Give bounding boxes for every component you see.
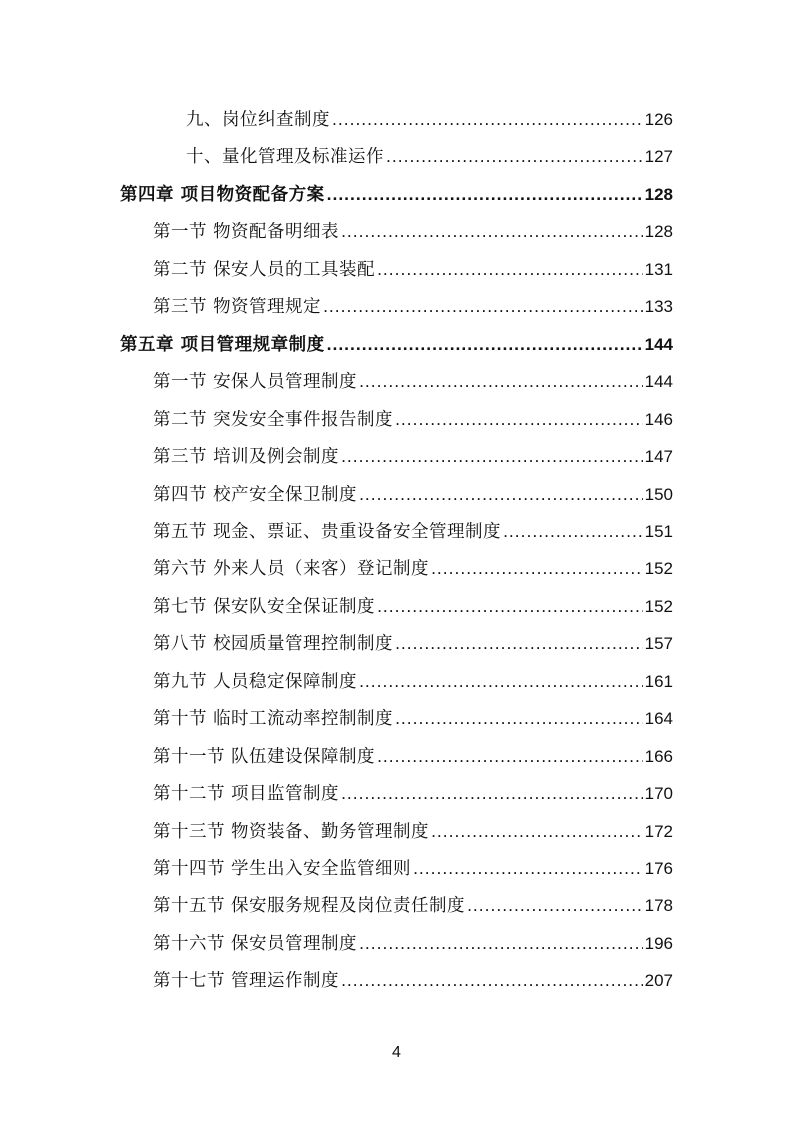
toc-entry-page: 128 bbox=[644, 184, 673, 204]
toc-entry-page: 144 bbox=[644, 372, 673, 392]
toc-section-entry[interactable] bbox=[153, 887, 673, 924]
toc-entry-title: 第十节 临时工流动率控制制度 bbox=[153, 709, 394, 730]
toc-section-entry[interactable] bbox=[153, 663, 673, 700]
toc-entry-page: 157 bbox=[644, 634, 673, 654]
dot-leader bbox=[327, 326, 643, 363]
dot-leader bbox=[395, 625, 643, 662]
toc-section-entry[interactable] bbox=[186, 138, 673, 175]
dot-leader bbox=[327, 176, 643, 213]
toc-entry-title: 第二节 保安人员的工具装配 bbox=[153, 259, 376, 280]
toc-entry-title: 十、量化管理及标准运作 bbox=[186, 147, 384, 168]
toc-entry-page: 146 bbox=[644, 409, 673, 429]
dot-leader bbox=[341, 775, 643, 812]
toc-entry-page: 147 bbox=[644, 447, 673, 467]
toc-entry-title: 第十一节 队伍建设保障制度 bbox=[153, 746, 376, 767]
toc-section-entry[interactable] bbox=[153, 775, 673, 812]
toc-entry-page: 150 bbox=[644, 484, 673, 504]
dot-leader bbox=[431, 550, 643, 587]
toc-entry-title: 第十三节 物资装备、勤务管理制度 bbox=[153, 821, 430, 842]
toc-entry-page: 164 bbox=[644, 709, 673, 729]
toc-chapter-entry[interactable] bbox=[120, 176, 673, 213]
toc-section-entry[interactable] bbox=[153, 738, 673, 775]
toc-entry-page: 144 bbox=[644, 334, 673, 354]
toc-entry-page: 178 bbox=[644, 896, 673, 916]
dot-leader bbox=[341, 438, 643, 475]
toc-entry-page: 126 bbox=[644, 110, 673, 129]
toc-entry-title: 第三节 培训及例会制度 bbox=[153, 447, 340, 468]
toc-section-entry[interactable] bbox=[153, 850, 673, 887]
dot-leader bbox=[341, 962, 643, 999]
dot-leader bbox=[467, 887, 643, 924]
toc-section-entry[interactable] bbox=[153, 550, 673, 587]
toc-section-entry[interactable] bbox=[153, 625, 673, 662]
toc-section-entry[interactable] bbox=[153, 925, 673, 962]
toc-entry-title: 第四节 校产安全保卫制度 bbox=[153, 484, 358, 505]
toc-entry-page: 172 bbox=[644, 821, 673, 841]
toc-entry-title: 第十六节 保安员管理制度 bbox=[153, 933, 358, 954]
toc-section-entry[interactable] bbox=[153, 962, 673, 999]
toc-entry-page: 131 bbox=[644, 259, 673, 279]
dot-leader bbox=[395, 700, 643, 737]
dot-leader bbox=[377, 738, 643, 775]
dot-leader bbox=[323, 288, 643, 325]
toc-entry-page: 161 bbox=[644, 671, 673, 691]
toc-chapter-entry[interactable] bbox=[120, 326, 673, 363]
dot-leader bbox=[359, 476, 643, 513]
toc-entry-title: 第五章 项目管理规章制度 bbox=[120, 334, 325, 355]
toc-entry-title: 第十二节 项目监管制度 bbox=[153, 784, 340, 805]
toc-entry-title: 第十四节 学生出入安全监管细则 bbox=[153, 859, 412, 879]
toc-entry-page: 166 bbox=[644, 746, 673, 766]
toc-entry-page: 207 bbox=[644, 971, 673, 991]
toc-entry-title: 九、岗位纠查制度 bbox=[186, 110, 330, 130]
dot-leader bbox=[377, 588, 643, 625]
toc-entry-page: 152 bbox=[644, 559, 673, 579]
toc-section-entry[interactable] bbox=[153, 476, 673, 513]
dot-leader bbox=[341, 213, 643, 250]
dot-leader bbox=[386, 138, 643, 175]
toc-section-entry[interactable] bbox=[153, 513, 673, 550]
toc-section-entry[interactable] bbox=[153, 700, 673, 737]
dot-leader bbox=[377, 251, 643, 288]
toc-entry-page: 127 bbox=[644, 147, 673, 167]
toc-section-entry[interactable] bbox=[153, 251, 673, 288]
toc-entry-page: 196 bbox=[644, 933, 673, 953]
toc-section-entry[interactable] bbox=[153, 588, 673, 625]
toc-entry-title: 第二节 突发安全事件报告制度 bbox=[153, 409, 394, 430]
toc-section-entry[interactable] bbox=[186, 101, 673, 138]
toc-entry-page: 170 bbox=[644, 784, 673, 804]
toc-section-entry[interactable] bbox=[153, 401, 673, 438]
toc-section-entry[interactable] bbox=[153, 213, 673, 250]
toc-entry-title: 第一节 安保人员管理制度 bbox=[153, 372, 358, 393]
toc-section-entry[interactable] bbox=[153, 363, 673, 400]
toc-entry-page: 151 bbox=[644, 521, 673, 541]
toc-entry-title: 第十七节 管理运作制度 bbox=[153, 971, 340, 992]
toc-entry-title: 第三节 物资管理规定 bbox=[153, 297, 322, 318]
toc-section-entry[interactable] bbox=[153, 288, 673, 325]
dot-leader bbox=[359, 925, 643, 962]
toc-entry-title: 第六节 外来人员（来客）登记制度 bbox=[153, 559, 430, 580]
dot-leader bbox=[332, 101, 643, 138]
toc-section-entry[interactable] bbox=[153, 438, 673, 475]
toc-entry-title: 第一节 物资配备明细表 bbox=[153, 222, 340, 243]
dot-leader bbox=[431, 813, 643, 850]
toc-entry-page: 176 bbox=[644, 859, 673, 878]
toc-entry-title: 第五节 现金、票证、贵重设备安全管理制度 bbox=[153, 521, 502, 542]
toc-section-entry[interactable] bbox=[153, 813, 673, 850]
dot-leader bbox=[413, 850, 643, 887]
dot-leader bbox=[395, 401, 643, 438]
toc-entry-page: 128 bbox=[644, 222, 673, 242]
dot-leader bbox=[359, 663, 643, 700]
toc-entry-title: 第十五节 保安服务规程及岗位责任制度 bbox=[153, 896, 466, 917]
toc-entry-title: 第七节 保安队安全保证制度 bbox=[153, 596, 376, 617]
dot-leader bbox=[359, 363, 643, 400]
toc-entry-page: 152 bbox=[644, 596, 673, 616]
dot-leader bbox=[503, 513, 643, 550]
toc-entry-title: 第四章 项目物资配备方案 bbox=[120, 184, 325, 205]
page-number: 4 bbox=[392, 1044, 401, 1061]
toc-entry-title: 第八节 校园质量管理控制制度 bbox=[153, 634, 394, 655]
toc-entry-page: 133 bbox=[644, 297, 673, 317]
toc-entry-title: 第九节 人员稳定保障制度 bbox=[153, 671, 358, 692]
